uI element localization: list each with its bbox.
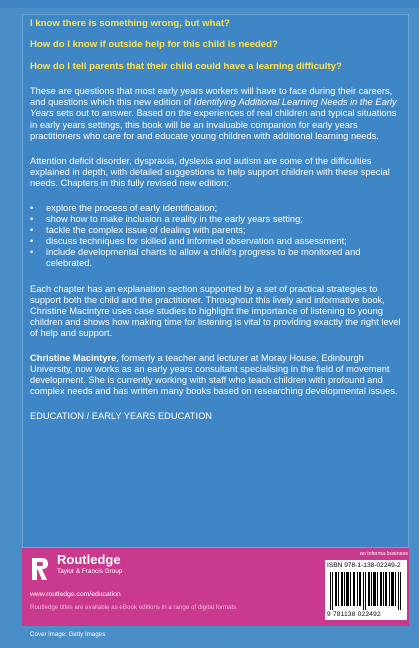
paragraph-2: Attention deficit disorder, dyspraxia, dyslexia and autism are some of the difficulties explained in depth, with detailed suggestions to help support children with these special needs. Chapters in this fully revised new edition: <box>30 155 390 188</box>
ebook-note: Routledge titles are available as eBook editions in a range of digital formats <box>30 604 237 611</box>
cover-credit: Cover image: Getty Images <box>30 631 106 638</box>
question-2: How do I know if outside help for this child is needed? <box>30 39 278 51</box>
question-1: I know there is something wrong, but what? <box>30 18 230 29</box>
question-3: How do I tell parents that their child could have a learning difficulty? <box>30 60 342 72</box>
paragraph-3: Each chapter has an explanation section supported by a set of practical strategies to support both the child and the practitioner. Throughout this lively and informative book, Christine Macintyre uses case studies to highlight the importance of listening to young children and shows how making time for listening is vital to providing exactly the right level of help and support. <box>30 283 401 338</box>
author-name: Christine Macintyre <box>30 353 117 363</box>
publisher-name: Routledge <box>57 552 121 567</box>
author-bio-text: , formerly a teacher and lecturer at Moray House, Edinburgh University, now works as an early years consultant specialising in the field of movement development. She is currently working with staff who teach children with profound and complex needs and has written many books based on researching developmental issues. <box>30 353 398 397</box>
intro-before: These are questions that most early years workers will have to face during their careers, and questions which this new edition of <box>30 86 393 108</box>
bullet-item: • tackle the complex issue of dealing with parents; <box>30 225 402 236</box>
blurb-content <box>30 18 402 422</box>
isbn: ISBN 978-1-138-02249-2 <box>327 562 401 569</box>
author-bio <box>30 353 402 397</box>
publisher-subtitle: Taylor & Francis Group <box>57 568 123 575</box>
chapter-bullets <box>30 203 402 270</box>
intro-paragraph <box>30 86 402 141</box>
book-title: Identifying Additional Learning Needs in the Early Years <box>30 97 397 119</box>
bullet-item: • show how to make inclusion a reality in the early years setting; <box>30 214 402 225</box>
barcode-digits: 9 781138 022492 <box>327 611 381 618</box>
informa-tagline: an informa business <box>359 551 408 557</box>
intro-after: sets out to answer. Based on the experiences of real children and typical situations in early years settings, this book will be an invaluable companion for early years practitioners who care for and educate young children with additional learning needs. <box>30 108 397 141</box>
top-strip <box>0 0 419 8</box>
routledge-logo-icon <box>30 556 50 582</box>
bullet-item: • explore the process of early identification; <box>30 203 402 214</box>
subject-category: EDUCATION / EARLY YEARS EDUCATION <box>30 411 213 422</box>
bullet-item: • include developmental charts to allow a child's progress to be monitored and celebrated. <box>30 247 402 269</box>
barcode-icon <box>330 572 402 610</box>
bullet-item: • discuss techniques for skilled and informed observation and assessment; <box>30 236 402 247</box>
publisher-website[interactable]: www.routledge.com/education <box>30 591 121 598</box>
